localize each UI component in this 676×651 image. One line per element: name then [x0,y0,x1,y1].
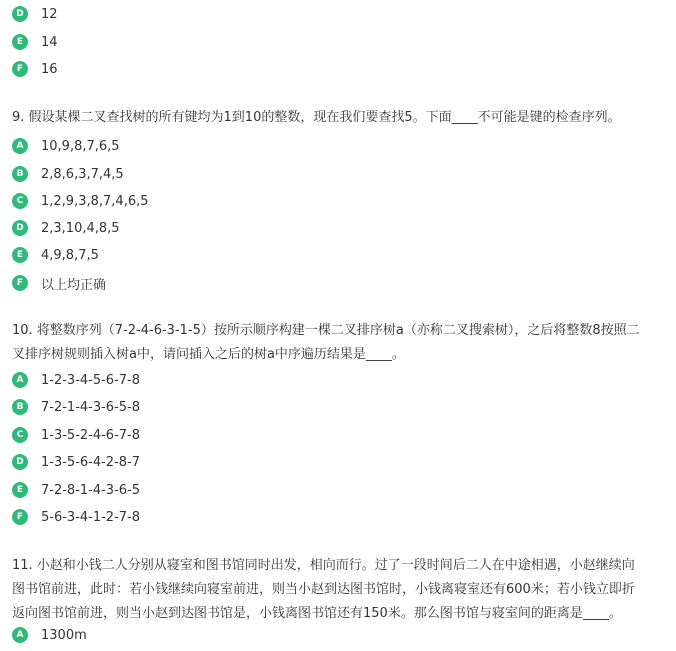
option-text: 1-3-5-6-4-2-8-7 [41,454,141,470]
option-text: 2,8,6,3,7,4,5 [41,166,124,182]
option-text: 1300m [41,627,87,643]
option-badge: E [12,482,28,498]
option-text: 5-6-3-4-1-2-7-8 [41,509,141,525]
option-text: 4,9,8,7,5 [41,247,99,263]
q9-option-b[interactable] [12,165,124,183]
q10-option-c[interactable] [12,426,140,444]
option-text: 16 [41,61,58,77]
option-badge: D [12,454,28,470]
option-badge: D [12,6,28,22]
q9-option-f[interactable] [12,274,106,292]
option-badge: E [12,247,28,263]
option-e[interactable] [12,33,58,51]
option-badge: F [12,509,28,525]
option-badge: B [12,399,28,415]
option-badge: A [12,138,28,154]
q10-option-a[interactable] [12,371,140,389]
q9-option-c[interactable] [12,192,149,210]
option-text: 以上均正确 [41,277,107,293]
q10-option-f[interactable] [12,508,140,526]
option-badge: E [12,34,28,50]
q11-option-a[interactable] [12,626,87,644]
q9-option-e[interactable] [12,246,99,264]
option-badge: F [12,275,28,291]
option-text: 1,2,9,3,8,7,4,6,5 [41,193,149,209]
question-11-line: 返向图书馆前进，则当小赵到达图书馆是，小钱离图书馆还有150米。那么图书馆与寝室间的距离是____。 [12,606,622,621]
option-text: 7-2-8-1-4-3-6-5 [41,482,141,498]
option-badge: C [12,427,28,443]
question-11-text [12,554,664,626]
option-badge: C [12,193,28,209]
option-text: 12 [41,6,58,22]
option-badge: B [12,166,28,182]
option-f[interactable] [12,60,58,78]
option-text: 7-2-1-4-3-6-5-8 [41,399,141,415]
option-badge: F [12,61,28,77]
option-badge: A [12,372,28,388]
option-badge: D [12,220,28,236]
option-text: 10,9,8,7,6,5 [41,138,120,154]
option-text: 2,3,10,4,8,5 [41,220,120,236]
q10-option-d[interactable] [12,453,140,471]
option-d[interactable] [12,5,58,23]
question-10-line: 叉排序树规则插入树a中，请问插入之后的树a中序遍历结果是____。 [12,347,405,362]
option-text: 14 [41,34,58,50]
q9-option-d[interactable] [12,219,120,237]
question-11-line: 11. 小赵和小钱二人分别从寝室和图书馆同时出发，相向而行。过了一段时间后二人在中途相遇，小赵继续向 [12,558,635,573]
question-10-line: 10. 将整数序列（7-2-4-6-3-1-5）按所示顺序构建一棵二叉排序树a（亦称二叉搜索树），之后将整数8按照二 [12,323,640,338]
option-text: 1-3-5-2-4-6-7-8 [41,427,141,443]
option-badge: A [12,627,28,643]
q10-option-b[interactable] [12,398,140,416]
q10-option-e[interactable] [12,481,140,499]
option-text: 1-2-3-4-5-6-7-8 [41,372,141,388]
q9-option-a[interactable] [12,137,120,155]
question-9-text: 9. 假设某棵二叉查找树的所有键均为1到10的整数，现在我们要查找5。下面____不可能是键的检查序列。 [12,110,621,125]
question-10-text [12,319,664,367]
question-11-line: 图书馆前进，此时：若小钱继续向寝室前进，则当小赵到达图书馆时，小钱离寝室还有600米；若小钱立即折 [12,582,635,597]
